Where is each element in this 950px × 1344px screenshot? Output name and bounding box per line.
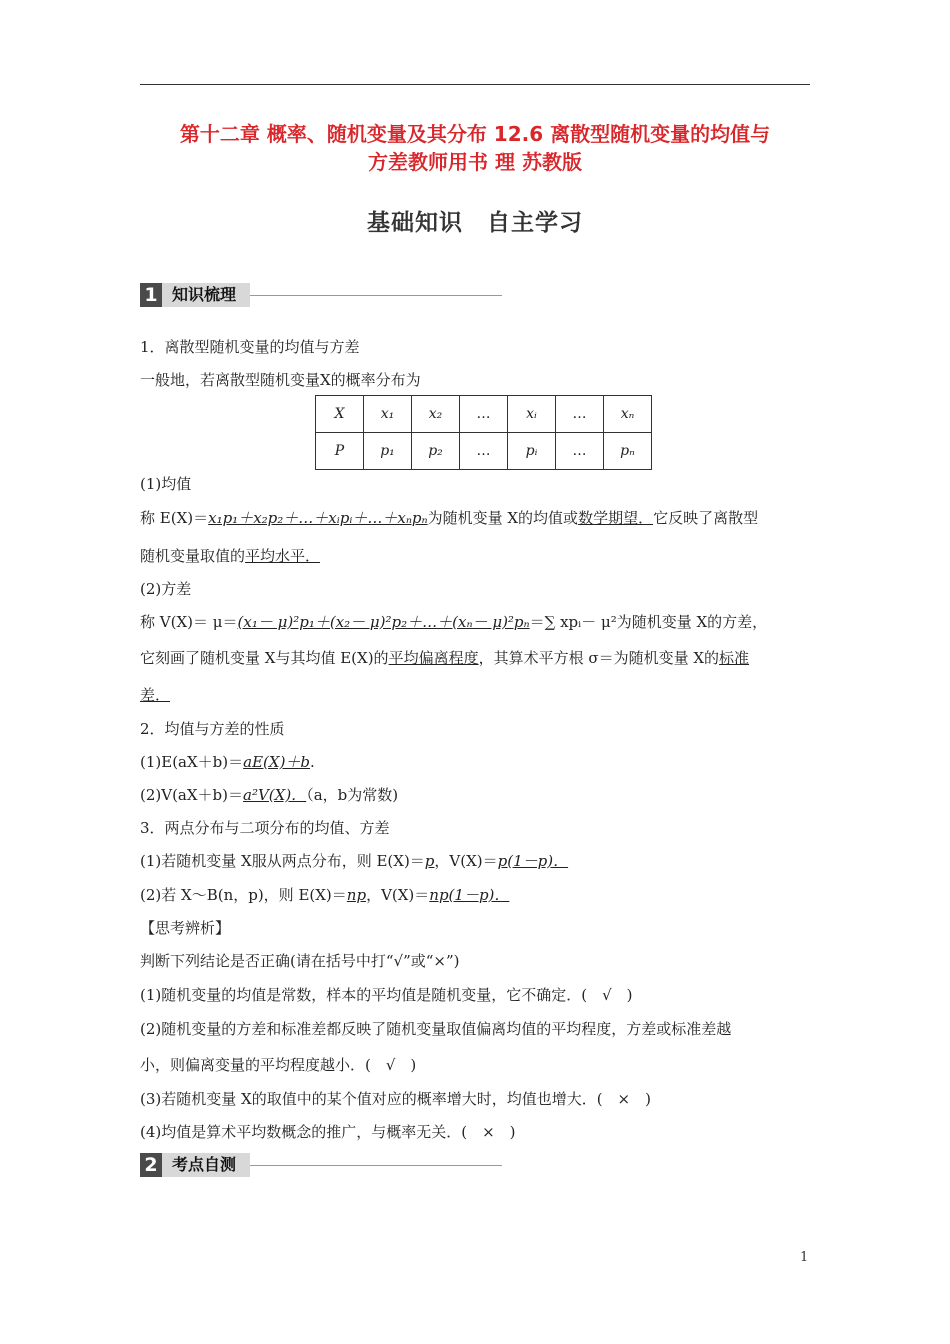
heading-1: 1．离散型随机变量的均值与方差	[140, 338, 360, 356]
table-cell: p₁	[364, 433, 412, 470]
table-cell: …	[556, 396, 604, 433]
deviation-term: 平均偏离程度	[388, 649, 479, 667]
heading-2: 2．均值与方差的性质	[140, 720, 285, 738]
heading-3: 3．两点分布与二项分布的均值、方差	[140, 819, 390, 837]
table-cell: …	[460, 396, 508, 433]
question-2a: (2)随机变量的方差和标准差都反映了随机变量取值偏离均值的平均程度，方差或标准差越	[140, 1020, 732, 1038]
section-number: 1	[140, 283, 162, 307]
variance-heading: (2)方差	[140, 580, 192, 598]
binomial-2: (2)若 X～B(n，p)，则 E(X)＝np，V(X)＝np(1－p)．	[140, 886, 510, 904]
title-line-1: 第十二章 概率、随机变量及其分布 12.6 离散型随机变量的均值与	[179, 122, 771, 146]
section-number: 2	[140, 1153, 162, 1177]
question-2b: 小，则偏离变量的平均程度越小．( √ )	[140, 1056, 417, 1074]
distribution-table	[315, 395, 652, 470]
binomial-1: (1)若随机变量 X服从两点分布，则 E(X)＝p，V(X)＝p(1－p)．	[140, 852, 569, 870]
section-divider	[250, 295, 502, 296]
table-cell: xₙ	[604, 396, 652, 433]
table-cell: P	[316, 433, 364, 470]
section-divider	[250, 1165, 502, 1166]
section-label: 考点自测	[162, 1153, 250, 1177]
header-rule	[140, 84, 810, 85]
table-cell: xᵢ	[508, 396, 556, 433]
variance-line: 称 V(X)＝ μ＝(x₁－ μ)²p₁＋(x₂－ μ)²p₂＋…＋(xₙ－ μ)²pₙ＝∑ xpᵢ－ μ²为随机变量 X的方差，	[140, 613, 768, 631]
question-1: (1)随机变量的均值是常数，样本的平均值是随机变量，它不确定．( √ )	[140, 986, 633, 1004]
mean-line: 称 E(X)＝x₁p₁＋x₂p₂＋…＋xᵢpᵢ＋…＋xₙpₙ为随机变量 X的均值或数学期望．它反映了离散型	[140, 509, 759, 527]
section-header-knowledge	[140, 283, 502, 307]
table-cell: X	[316, 396, 364, 433]
document-title	[140, 120, 810, 176]
property-2: (2)V(aX＋b)＝a²V(X)．（a，b为常数)	[140, 786, 399, 804]
table-cell: pₙ	[604, 433, 652, 470]
table-row	[316, 396, 652, 433]
question-3: (3)若随机变量 X的取值中的某个值对应的概率增大时，均值也增大．( × )	[140, 1090, 651, 1108]
mean-heading: (1)均值	[140, 475, 192, 493]
think-heading: 【思考辨析】	[140, 919, 231, 937]
section-label: 知识梳理	[162, 283, 250, 307]
page-number: 1	[800, 1250, 809, 1265]
variance-line-3: 差．	[140, 686, 171, 704]
table-cell: pᵢ	[508, 433, 556, 470]
question-4: (4)均值是算术平均数概念的推广，与概率无关．( × )	[140, 1123, 516, 1141]
std-term: 标准	[719, 649, 750, 667]
section-header-selftest	[140, 1153, 502, 1177]
table-cell: …	[556, 433, 604, 470]
table-cell: p₂	[412, 433, 460, 470]
title-line-2: 方差教师用书 理 苏教版	[368, 150, 582, 174]
table-cell: x₂	[412, 396, 460, 433]
average-level-term: 平均水平．	[245, 547, 321, 565]
judge-instruction: 判断下列结论是否正确(请在括号中打“√”或“×”)	[140, 952, 460, 970]
variance-formula: (x₁－ μ)²p₁＋(x₂－ μ)²p₂＋…＋(xₙ－ μ)²pₙ	[237, 613, 530, 631]
table-cell: x₁	[364, 396, 412, 433]
property-1: (1)E(aX＋b)＝aE(X)＋b.	[140, 753, 315, 771]
variance-line-2: 它刻画了随机变量 X与其均值 E(X)的平均偏离程度，其算术平方根 σ＝为随机变量 X的标准	[140, 649, 750, 667]
table-cell: …	[460, 433, 508, 470]
section-subtitle: 基础知识 自主学习	[367, 210, 583, 236]
expectation-term: 数学期望．	[578, 509, 654, 527]
mean-formula: x₁p₁＋x₂p₂＋…＋xᵢpᵢ＋…＋xₙpₙ	[208, 509, 428, 527]
intro-text: 一般地，若离散型随机变量X的概率分布为	[140, 371, 421, 389]
table-row	[316, 433, 652, 470]
mean-line-2: 随机变量取值的平均水平．	[140, 547, 321, 565]
